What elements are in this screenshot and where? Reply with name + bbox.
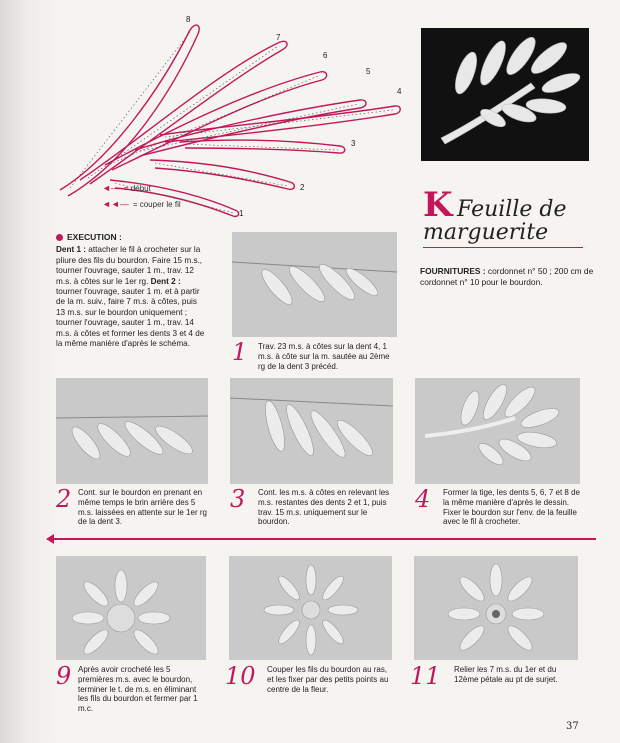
step-2 xyxy=(56,487,212,532)
step-9 xyxy=(56,662,212,714)
step-4 xyxy=(415,487,583,532)
title-line1: Feuille de xyxy=(457,197,567,222)
execution-heading: EXECUTION : xyxy=(56,232,206,242)
page-number: 37 xyxy=(566,721,579,732)
branch-number: 7 xyxy=(276,33,281,42)
branch-number: 2 xyxy=(300,183,305,192)
step-number: 11 xyxy=(410,662,441,690)
double-arrow-icon: ◄◄— xyxy=(102,199,129,209)
step-photo xyxy=(56,556,206,660)
finished-leaf-photo xyxy=(421,28,589,161)
step-photo xyxy=(232,232,397,337)
branch-number: 8 xyxy=(186,15,191,24)
diagram-legend xyxy=(102,183,181,215)
step-text: Cont. sur le bourdon en prenant en même temps le brin arrière des 5 m.s. laissées en attente sur le 1er rg de la dent 3. xyxy=(78,488,207,527)
step-text: Couper les fils du bourdon au ras, et les fixer par des petits points au centre de la fleur. xyxy=(267,665,389,694)
execution-text xyxy=(56,232,206,349)
legend-label: = début xyxy=(123,183,151,193)
branch-number: 3 xyxy=(351,139,356,148)
step-photo xyxy=(230,378,393,484)
legend-item xyxy=(102,183,181,193)
step-text: Cont. les m.s. à côtes en relevant les m.s. restantes des dents 2 et 1, puis trav. 15 m.s. uniquement sur le bourdon. xyxy=(258,488,390,527)
step-text: Après avoir crocheté les 5 premières m.s. avec le bourdon, terminer le t. de m.s. en éliminant les fils du bourdon et fermer par 1 m.c. xyxy=(78,665,198,714)
step-1 xyxy=(232,340,402,380)
legend-item xyxy=(102,199,181,209)
branch-number: 6 xyxy=(323,51,328,60)
step-3 xyxy=(230,487,396,532)
step-photo xyxy=(414,556,578,660)
section-divider xyxy=(48,538,596,540)
title-letter: K xyxy=(423,185,453,225)
step-text: Relier les 7 m.s. du 1er et du 12ème pétale au pt de surjet. xyxy=(454,665,558,684)
step-number: 2 xyxy=(56,485,72,513)
step-10 xyxy=(225,664,395,709)
legend-label: = couper le fil xyxy=(132,199,181,209)
step-11 xyxy=(410,664,580,709)
arrow-left-icon: ◄— xyxy=(102,183,120,193)
step-number: 10 xyxy=(225,662,256,690)
pattern-title xyxy=(423,185,598,248)
step-photo xyxy=(56,378,208,484)
step-photo xyxy=(229,556,392,660)
step-number: 4 xyxy=(415,485,431,513)
step-text: Trav. 23 m.s. à côtes sur la dent 4, 1 m.s. à côte sur la m. sautée au 2ème rg de la dent 3 précéd. xyxy=(258,342,390,371)
branch-number: 4 xyxy=(397,87,402,96)
title-line2: marguerite xyxy=(423,220,583,248)
execution-paragraph: Dent 1 : attacher le fil à crocheter sur la pliure des fils du bourdon. Faire 15 m.s., tourner l'ouvrage, sauter 1 m., trav. 12 m.s. à côtes sur le 1er rg. Dent 2 : tourner l'ouvrage, sauter 1 m. et à partir de la m. suiv., faire 7 m.s. à côtes, puis 13 m.s. sur le bourdon uniquement ; tourner l'ouvrage, sauter 1 m., trav. 14 m.s. à côtes et former les dents 3 et 4 de la même manière d'après le schéma. xyxy=(56,245,205,349)
step-photo xyxy=(415,378,580,484)
step-number: 3 xyxy=(230,485,246,513)
step-text: Former la tige, les dents 5, 6, 7 et 8 de la même manière d'après le dessin. Fixer le bourdon sur l'env. de la feuille avec le fil à crocheter. xyxy=(443,488,580,527)
step-number: 1 xyxy=(232,338,248,366)
step-number: 9 xyxy=(56,662,72,690)
fournitures-text: FOURNITURES : cordonnet n° 50 ; 200 cm de cordonnet n° 10 pour le bourdon. xyxy=(420,266,594,287)
branch-number: 5 xyxy=(366,67,371,76)
bullet-dot-icon xyxy=(56,234,63,241)
arrow-left-icon xyxy=(46,534,54,544)
branch-number: 1 xyxy=(239,209,244,218)
